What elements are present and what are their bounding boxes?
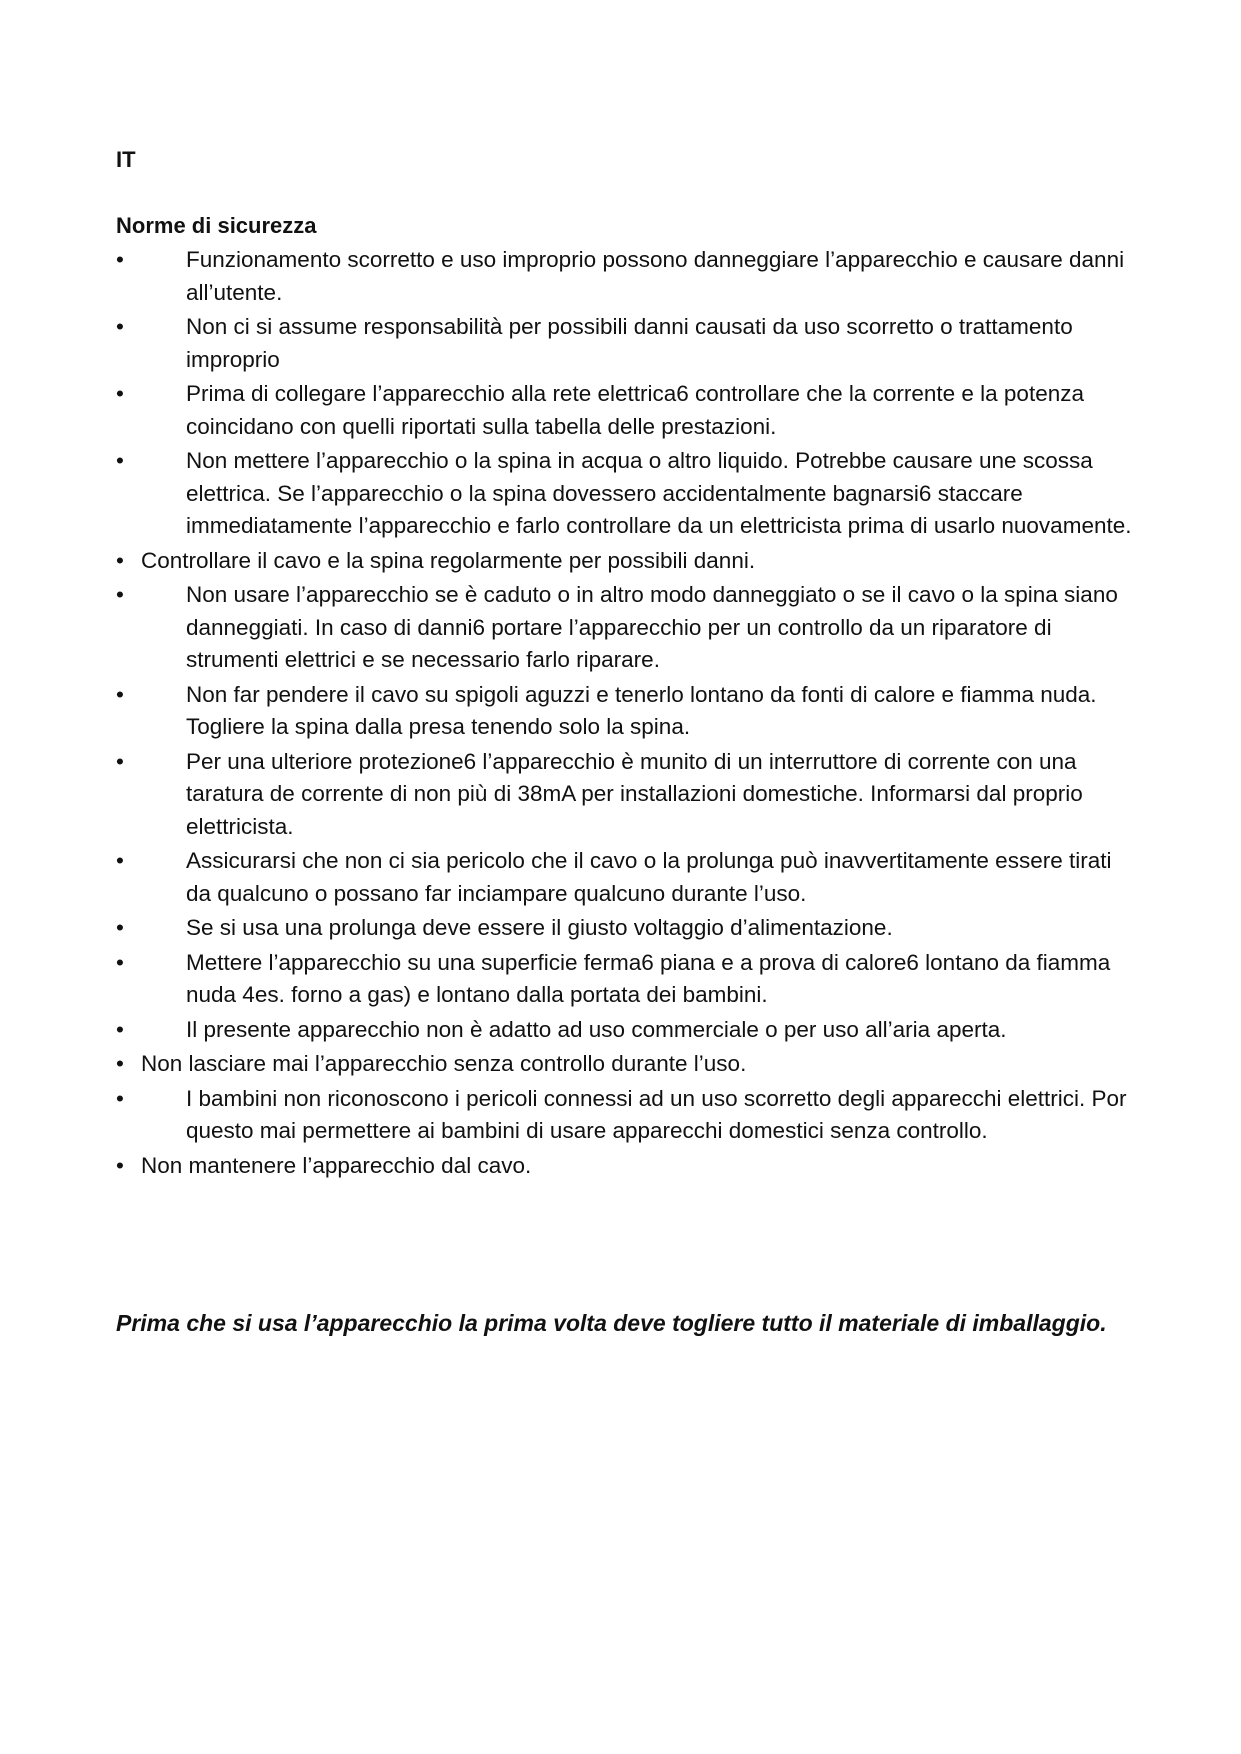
safety-rule-item — [116, 947, 1136, 1012]
bullet-icon: • — [116, 381, 124, 406]
safety-rule-text: Prima di collegare l’apparecchio alla rete elettrica6 controllare che la corrente e la potenza coincidano con quelli riportati sulla tabella delle prestazioni. — [186, 381, 1084, 439]
safety-rule-item — [116, 746, 1136, 844]
bullet-icon: • — [116, 748, 124, 774]
safety-rule-text: Non lasciare mai l’apparecchio senza controllo durante l’uso. — [141, 1051, 747, 1076]
safety-rule-text: I bambini non riconoscono i pericoli connessi ad un uso scorretto degli apparecchi elettrici. Por questo mai permettere ai bambini di usare apparecchi domestici senza controllo. — [186, 1085, 1127, 1143]
safety-rule-text: Funzionamento scorretto e uso improprio possono danneggiare l’apparecchio e causare danni all’utente. — [186, 247, 1125, 305]
bullet-icon: • — [116, 1152, 124, 1178]
safety-rules-list — [116, 244, 1136, 1184]
bullet-icon: • — [116, 1051, 124, 1076]
safety-rule-text: Non mettere l’apparecchio o la spina in acqua o altro liquido. Potrebbe causare une scossa elettrica. Se l’apparecchio o la spina dovessero accidentalmente bagnarsi6 staccare immediatamente l’apparecchio e farlo controllare da un elettricista prima di usarlo nuovamente. — [186, 448, 1132, 538]
safety-rule-item — [116, 545, 1136, 578]
final-note: Prima che si usa l’apparecchio la prima volta deve togliere tutto il materiale di imballaggio. — [116, 1310, 1107, 1336]
bullet-icon: • — [116, 915, 124, 940]
safety-rule-text: Se si usa una prolunga deve essere il giusto voltaggio d’alimentazione. — [186, 915, 893, 940]
safety-rule-text: Non mantenere l’apparecchio dal cavo. — [141, 1152, 532, 1178]
bullet-icon: • — [116, 1016, 124, 1042]
safety-rule-item — [116, 845, 1136, 910]
bullet-icon: • — [116, 681, 124, 707]
safety-rule-item — [116, 378, 1136, 443]
safety-rule-item — [116, 1083, 1136, 1148]
safety-rule-text: Non far pendere il cavo su spigoli aguzzi e tenerlo lontano da fonti di calore e fiamma nuda. Togliere la spina dalla presa tenendo solo la spina. — [186, 681, 1097, 739]
safety-rule-item — [116, 1150, 1136, 1183]
safety-rule-text: Non usare l’apparecchio se è caduto o in altro modo danneggiato o se il cavo o la spina siano danneggiati. In caso di danni6 portare l’apparecchio per un controllo da un riparatore di strumenti elettrici e se necessario farlo riparare. — [186, 582, 1118, 672]
bullet-icon: • — [116, 547, 124, 573]
safety-rule-item — [116, 244, 1136, 309]
safety-rule-item — [116, 311, 1136, 376]
bullet-icon: • — [116, 949, 124, 975]
bullet-icon: • — [116, 582, 124, 607]
safety-rule-text: Il presente apparecchio non è adatto ad uso commerciale o per uso all’aria aperta. — [186, 1016, 1007, 1042]
safety-rule-item — [116, 912, 1136, 945]
bullet-icon: • — [116, 1085, 124, 1111]
safety-rule-text: Non ci si assume responsabilità per possibili danni causati da uso scorretto o trattamento improprio — [186, 314, 1073, 372]
safety-rule-text: Mettere l’apparecchio su una superficie ferma6 piana e a prova di calore6 lontano da fiamma nuda 4es. forno a gas) e lontano dalla portata dei bambini. — [186, 949, 1111, 1007]
bullet-icon: • — [116, 314, 124, 339]
safety-rule-item — [116, 679, 1136, 744]
bullet-icon: • — [116, 247, 124, 272]
bullet-icon: • — [116, 848, 124, 873]
safety-rule-item — [116, 1014, 1136, 1047]
section-title: Norme di sicurezza — [116, 213, 317, 238]
safety-rule-text: Per una ulteriore protezione6 l’apparecchio è munito di un interruttore di corrente con una taratura de corrente di non più di 38mA per installazioni domestiche. Informarsi dal proprio elettricista. — [186, 748, 1083, 839]
safety-rule-text: Controllare il cavo e la spina regolarmente per possibili danni. — [141, 547, 756, 573]
language-code: IT — [116, 147, 136, 172]
bullet-icon: • — [116, 448, 124, 473]
safety-rule-item — [116, 579, 1136, 677]
safety-rule-item — [116, 445, 1136, 543]
safety-rule-text: Assicurarsi che non ci sia pericolo che il cavo o la prolunga può inavvertitamente essere tirati da qualcuno o possano far inciampare qualcuno durante l’uso. — [186, 848, 1112, 906]
safety-rule-item — [116, 1048, 1136, 1081]
